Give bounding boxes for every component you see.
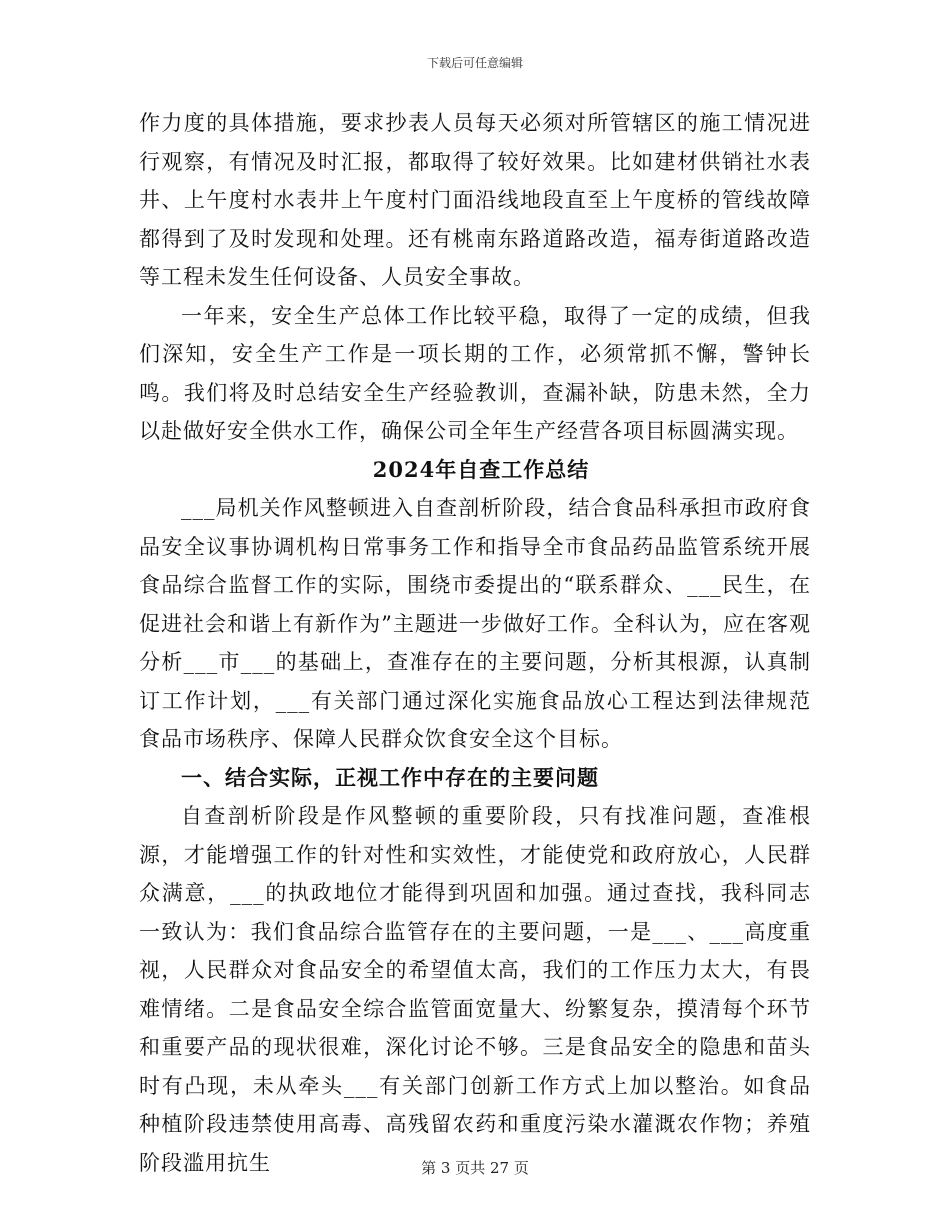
header-note: 下载后可任意编辑: [426, 56, 523, 70]
paragraph-section-1: 自查剖析阶段是作风整顿的重要阶段，只有找准问题，查准根源，才能增强工作的针对性和实效性，才能使党和政府放心，人民群众满意，___的执政地位才能得到巩固和加强。通过查找，我科同志一致认为：我们食品综合监管存在的主要问题，一是___、___高度重视，人民群众对食品安全的希望值太高，我们的工作压力太大，有畏难情绪。二是食品安全综合监管面宽量大、纷繁复杂，摸清每个环节和重要产品的现状很难，深化讨论不够。三是食品安全的隐患和苗头时有凸现，未从牵头___有关部门创新工作方式上加以整治。如食品种植阶段违禁使用高毒、高残留农药和重度污染水灌溉农作物；养殖阶段滥用抗生: [139, 804, 811, 1175]
paragraph-intro: ___局机关作风整顿进入自查剖析阶段，结合食品科承担市政府食品安全议事协调机构日常事务工作和指导全市食品药品监管系统开展食品综合监督工作的实际，围绕市委提出的“联系群众、___民生，在促进社会和谐上有新作为”主题进一步做好工作。全科认为，应在客观分析___市___的基础上，查准存在的主要问题，分析其根源，认真制订工作计划，___有关部门通过深化实施食品放心工程达到法律规范食品市场秩序、保障人民群众饮食安全这个目标。: [139, 496, 811, 751]
paragraph-continuation: 作力度的具体措施，要求抄表人员每天必须对所管辖区的施工情况进行观察，有情况及时汇报，都取得了较好效果。比如建材供销社水表井、上午度村水表井上午度村门面沿线地段直至上午度桥的管线故障都得到了及时发现和处理。还有桃南东路道路改造，福寿街道路改造等工程未发生任何设备、人员安全事故。: [139, 111, 811, 289]
section-heading-1: 一、结合实际，正视工作中存在的主要问题: [181, 764, 599, 790]
page-number: 第 3 页共 27 页: [421, 1159, 529, 1177]
document-title: 2024年自查工作总结: [372, 456, 590, 482]
paragraph-summary: 一年来，安全生产总体工作比较平稳，取得了一定的成绩，但我们深知，安全生产工作是一项长期的工作，必须常抓不懈，警钟长鸣。我们将及时总结安全生产经验教训，查漏补缺，防患未然，全力以赴做好安全供水工作，确保公司全年生产经营各项目标圆满实现。: [139, 303, 811, 443]
document-body: [139, 104, 811, 1182]
